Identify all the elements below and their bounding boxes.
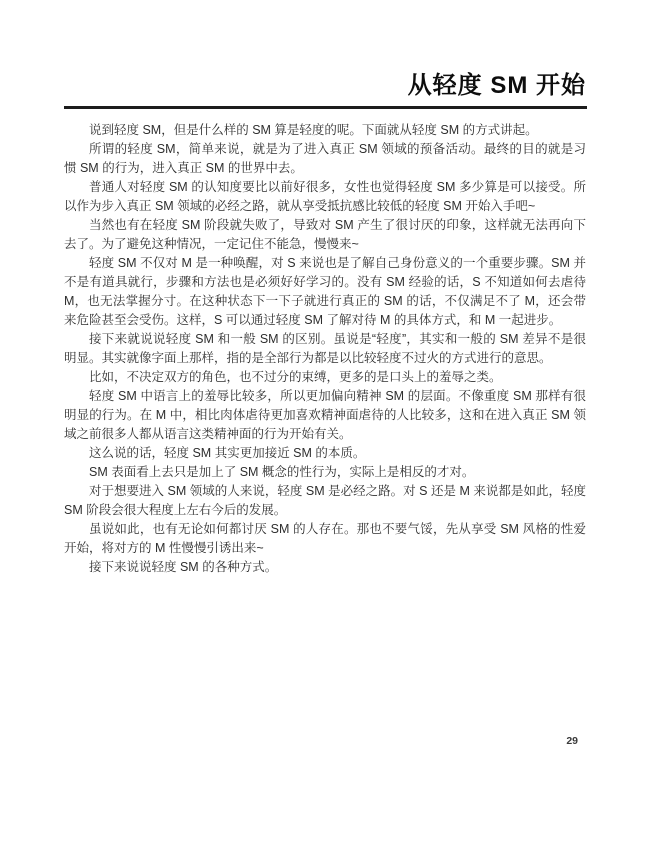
paragraph: 普通人对轻度 SM 的认知度要比以前好很多，女性也觉得轻度 SM 多少算是可以接受。所以作为步入真正 SM 领域的必经之路，就从享受抵抗感比较低的轻度 SM 开始入手吧~: [64, 180, 586, 213]
paragraph: 这么说的话，轻度 SM 其实更加接近 SM 的本质。: [89, 446, 366, 460]
body-text: [64, 121, 586, 577]
page-title: 从轻度 SM 开始: [407, 72, 586, 99]
paragraph: 对于想要进入 SM 领域的人来说，轻度 SM 是必经之路。对 S 还是 M 来说都是如此，轻度 SM 阶段会很大程度上左右今后的发展。: [64, 484, 586, 517]
paragraph: 虽说如此，也有无论如何都讨厌 SM 的人存在。那也不要气馁，先从享受 SM 风格的性爱开始，将对方的 M 性慢慢引诱出来~: [64, 522, 586, 555]
paragraph: 当然也有在轻度 SM 阶段就失败了，导致对 SM 产生了很讨厌的印象，这样就无法再向下去了。为了避免这种情况，一定记住不能急，慢慢来~: [64, 218, 586, 251]
title-divider: [64, 106, 587, 109]
paragraph: 轻度 SM 不仅对 M 是一种唤醒，对 S 来说也是了解自己身份意义的一个重要步骤。SM 并不是有道具就行，步骤和方法也是必须好好学习的。没有 SM 经验的话，S 不知道如何去虐待 M，也无法掌握分寸。在这种状态下一下子就进行真正的 SM 的话，不仅满足不了 M，还会带来危险甚至会受伤。这样，S 可以通过轻度 SM 了解对待 M 的具体方式，和 M 一起进步。: [64, 256, 586, 327]
paragraph: 接下来说说轻度 SM 的各种方式。: [89, 560, 278, 574]
page-number: 29: [566, 735, 578, 747]
paragraph: 说到轻度 SM，但是什么样的 SM 算是轻度的呢。下面就从轻度 SM 的方式讲起。: [89, 123, 538, 137]
paragraph: 接下来就说说轻度 SM 和一般 SM 的区别。虽说是“轻度”，其实和一般的 SM 差异不是很明显。其实就像字面上那样，指的是全部行为都是以比较轻度不过火的方式进行的意思。: [64, 332, 586, 365]
paragraph: 所谓的轻度 SM，简单来说，就是为了进入真正 SM 领域的预备活动。最终的目的就是习惯 SM 的行为，进入真正 SM 的世界中去。: [64, 142, 586, 175]
paragraph: 比如，不决定双方的角色，也不过分的束缚，更多的是口头上的羞辱之类。: [89, 370, 502, 384]
paragraph: 轻度 SM 中语言上的羞辱比较多，所以更加偏向精神 SM 的层面。不像重度 SM 那样有很明显的行为。在 M 中，相比肉体虐待更加喜欢精神面虐待的人比较多，这和在进入真正 SM 领域之前很多人都从语言这类精神面的行为开始有关。: [64, 389, 586, 441]
paragraph: SM 表面看上去只是加上了 SM 概念的性行为，实际上是相反的才对。: [89, 465, 475, 479]
